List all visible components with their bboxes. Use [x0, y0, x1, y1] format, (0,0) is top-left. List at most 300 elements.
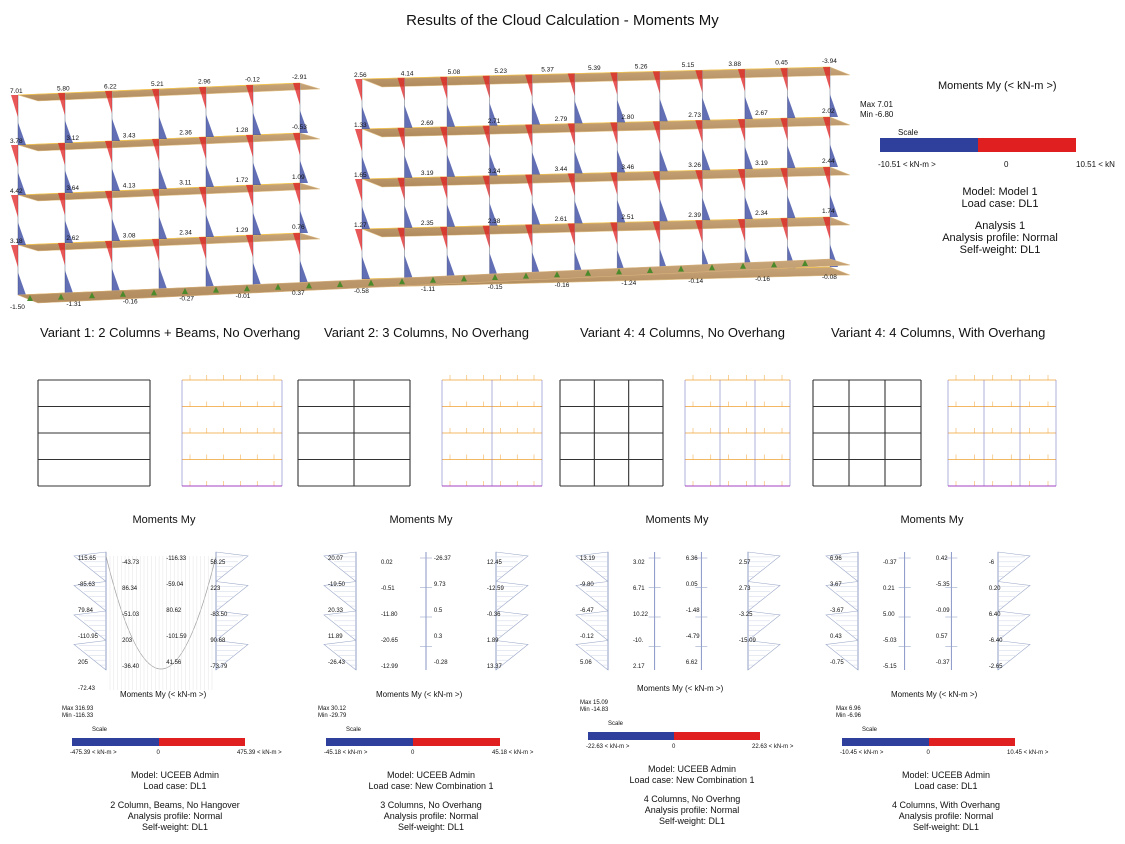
legend-min: Min -6.80 — [860, 110, 894, 119]
variant-2-scale-min: -45.18 < kN-m > — [324, 750, 368, 756]
left-block-value-label: -0.53 — [292, 124, 307, 131]
variant-2-diagram-value-label: 0.5 — [433, 608, 443, 614]
left-block-value-label: 3.11 — [179, 179, 192, 187]
variant-1-diagram-value-label: -59.04 — [166, 582, 184, 588]
variant-2-analysis-profile: Analysis profile: Normal — [383, 811, 479, 821]
right-block-value-label: -0.16 — [755, 276, 770, 283]
variant-4-diagram-value-label: -5.15 — [882, 664, 897, 670]
right-block-value-label: 3.46 — [621, 164, 635, 171]
variant-1-max: Max 316.93 — [62, 706, 94, 712]
left-block-moment-positive — [152, 139, 159, 162]
variant-1-model: Model: UCEEB Admin — [130, 770, 220, 780]
right-block-value-label: 3.24 — [487, 168, 501, 175]
variant-1-diagram-value-label: 90.68 — [210, 638, 226, 644]
right-block-moment-negative — [660, 199, 668, 222]
variant-1-diagram-value-label: 223 — [210, 586, 221, 592]
variant-4-diagram-value-label: 0.42 — [935, 556, 948, 562]
variant-4-unit-caption: Moments My (< kN-m >) — [891, 690, 978, 699]
left-block-moment-negative — [112, 269, 120, 292]
right-block-value-label: 3.26 — [688, 162, 701, 169]
legend-scale-max: 10.51 < kN — [1076, 160, 1115, 169]
left-block-moment-positive — [246, 185, 253, 208]
left-block-moment-positive — [105, 141, 112, 164]
right-block-moment-negative — [745, 147, 753, 170]
right-block-value-label: -0.08 — [822, 274, 837, 281]
right-block-moment-positive — [355, 229, 362, 252]
variant-3-info — [577, 764, 807, 827]
right-block-moment-negative — [405, 255, 413, 278]
left-block-moment-positive — [246, 135, 253, 158]
right-block-moment-negative — [532, 202, 540, 225]
variant-4-diagram-value-label: -6 — [988, 560, 995, 566]
left-block-moment-positive — [152, 189, 159, 212]
left-block-moment-negative — [253, 163, 261, 186]
variant-4-description: 4 Columns, With Overhang — [891, 800, 1001, 810]
right-block-value-label: -0.15 — [487, 284, 503, 291]
left-block-value-label: 3.18 — [10, 238, 23, 245]
variant-2-min: Min -29.79 — [318, 713, 347, 719]
variant-3-model: Model: UCEEB Admin — [647, 764, 737, 774]
variant-2-diagram-value-label: 11.89 — [328, 634, 343, 640]
left-block-value-label: 3.12 — [66, 135, 80, 143]
legend-analysis: Analysis 1 — [974, 220, 1026, 232]
variant-1-load-case: Load case: DL1 — [143, 781, 207, 791]
variant-2-moments-title: Moments My — [389, 514, 453, 526]
variant-3-diagram-value-label: -4.79 — [685, 634, 700, 640]
right-block-value-label: -3.94 — [822, 58, 837, 65]
variant-3-scale-label: Scale — [608, 721, 624, 727]
variant-3-diagram-value-label: 6.36 — [685, 556, 698, 562]
variant-2-diagram-value-label: -12.99 — [380, 664, 398, 670]
left-block-moment-negative — [159, 117, 167, 140]
left-block-moment-negative — [112, 169, 120, 192]
variant-1-title: Variant 1: 2 Columns + Beams, No Overhang — [40, 325, 301, 340]
left-block-moment-positive — [246, 235, 253, 258]
variant-2-diagram-value-label: -11.80 — [380, 612, 398, 618]
variant-3-diagram-value-label: 10.22 — [632, 612, 648, 618]
variant-1-diagram-value-label: -101.59 — [166, 634, 187, 640]
right-block-moment-negative — [405, 105, 413, 128]
variant-1-diagram-value-label: -72.43 — [78, 686, 96, 690]
variant-1-scale-positive — [159, 738, 246, 746]
legend-scale-label: Scale — [898, 128, 919, 137]
left-block-moment-negative — [112, 219, 120, 242]
variant-2-scale-positive — [413, 738, 500, 746]
variant-4-title: Variant 4: 4 Columns, With Overhang — [831, 325, 1046, 340]
right-block-moment-positive — [355, 129, 362, 152]
left-block-moment-negative — [300, 261, 308, 284]
left-block-value-label: 2.62 — [66, 235, 80, 243]
variant-1-description: 2 Column, Beams, No Hangover — [110, 800, 240, 810]
variant-2-diagram-value-label: -0.51 — [380, 586, 395, 592]
variant-4-diagram-value-label: 0.20 — [988, 586, 1001, 592]
right-block-moment-negative — [745, 97, 753, 119]
left-block-value-label: 5.80 — [57, 85, 70, 93]
variant-1-diagram-value-label: -36.40 — [122, 664, 140, 670]
variant-3-analysis-profile: Analysis profile: Normal — [644, 805, 740, 815]
variant-3-diagram-value-label: 5.06 — [580, 660, 592, 666]
variant-1-unit-caption: Moments My (< kN-m >) — [120, 690, 207, 699]
right-block-moment-negative — [787, 96, 795, 119]
left-block-moment-negative — [253, 263, 261, 286]
variant-4-scale-positive — [929, 738, 1016, 746]
variant-2-scale-max: 45.18 < kN-m > — [492, 750, 534, 756]
right-block-moment-negative — [447, 104, 455, 127]
left-block-value-label: 1.09 — [292, 174, 305, 181]
variant-4-model: Model: UCEEB Admin — [901, 770, 991, 780]
right-block-moment-negative — [787, 196, 795, 219]
variant-2-diagram-value-label: -19.50 — [328, 582, 346, 588]
variant-2-diagram-value-label: -26.37 — [433, 556, 451, 562]
variant-3-diagram-value-label: -10. — [632, 638, 644, 644]
right-block-moment-negative — [702, 198, 710, 221]
left-block-moment-negative — [159, 267, 167, 290]
variant-4-diagram-value-label: 0.43 — [830, 634, 842, 640]
legend-model-info — [940, 186, 1060, 256]
variant-2-description: 3 Columns, No Overhang — [380, 800, 482, 810]
variant-2-diagram-value-label: 20.33 — [328, 608, 344, 614]
variant-1-diagram-value-label: 203 — [122, 638, 133, 644]
left-block-value-label: -2.91 — [292, 74, 307, 81]
variant-2-diagram-value-label: 9.73 — [433, 582, 446, 588]
variant-2-scale-zero: 0 — [411, 750, 415, 756]
right-block-value-label: 2.51 — [621, 214, 635, 221]
variant-4-diagram-value-label: -0.37 — [882, 560, 897, 566]
variant-2-max: Max 30.12 — [318, 706, 347, 712]
variant-4-diagram-value-label: -3.67 — [830, 608, 844, 614]
left-block-value-label: 6.22 — [104, 83, 117, 91]
left-block-value-label: 4.42 — [10, 188, 23, 195]
variant-3-moments-title: Moments My — [645, 514, 709, 526]
legend-scale-min: -10.51 < kN-m > — [878, 160, 936, 169]
variant-3-scale-min: -22.63 < kN-m > — [586, 744, 630, 750]
left-block-moment-positive — [199, 137, 206, 160]
legend-self-weight: Self-weight: DL1 — [959, 244, 1041, 256]
variant-4-scale-negative — [842, 738, 929, 746]
variant-1-diagram-value-label: -110.95 — [78, 634, 98, 640]
right-block-moment-negative — [745, 197, 753, 220]
left-block-value-label: 4.13 — [122, 182, 136, 190]
variant-3-scale-positive — [674, 732, 760, 740]
left-block-value-label: 2.34 — [179, 229, 192, 237]
variant-2-diagram-value-label: 13.37 — [486, 664, 502, 670]
right-block-value-label: 2.79 — [554, 116, 568, 123]
variant-4-scale-label: Scale — [862, 727, 878, 733]
left-block-moment-positive — [152, 239, 159, 262]
variant-3-load-case: Load case: New Combination 1 — [629, 775, 755, 785]
right-block-value-label: 3.88 — [728, 60, 742, 68]
right-block-value-label: 2.69 — [420, 120, 434, 127]
legend-model: Model: Model 1 — [962, 186, 1038, 198]
variant-2-title: Variant 2: 3 Columns, No Overhang — [324, 325, 529, 340]
left-block-moment-positive — [199, 87, 206, 110]
variant-4-diagram-value-label: 3.67 — [830, 582, 842, 588]
right-block-value-label: 2.39 — [688, 212, 701, 219]
right-block-value-label: 5.08 — [447, 69, 461, 77]
left-block-moment-negative — [159, 167, 167, 190]
right-block-moment-negative — [660, 149, 668, 172]
left-block-moment-positive — [11, 245, 18, 268]
right-block-value-label: 3.44 — [554, 166, 568, 173]
variant-2-scale-label: Scale — [346, 727, 362, 733]
variant-2-scale-negative — [326, 738, 413, 746]
left-block-value-label: 3.43 — [122, 132, 136, 140]
variant-4-diagram-value-label: -2.65 — [988, 664, 1003, 670]
right-block-value-label: 2.67 — [755, 110, 768, 117]
left-block-value-label: 1.72 — [235, 176, 249, 184]
frame-drawings — [0, 360, 1125, 500]
variant-4-min: Min -6.96 — [836, 713, 862, 719]
variant-4-diagram-value-label: 6.96 — [830, 556, 842, 562]
right-block-value-label: -1.11 — [420, 286, 436, 293]
right-block-value-label: 5.15 — [681, 62, 695, 70]
right-block-value-label: 2.73 — [688, 112, 701, 119]
variant-4-diagram-value-label: -6.40 — [988, 638, 1003, 644]
legend-heading: Moments My (< kN-m >) — [938, 80, 1057, 92]
variant-4-diagram-value-label: 0.57 — [935, 634, 948, 640]
variant-1-info — [60, 770, 290, 833]
variant-2-diagram-value-label: 20.07 — [328, 556, 344, 562]
right-block-moment-negative — [532, 252, 540, 274]
right-block-moment-negative — [702, 98, 710, 121]
right-block-moment-negative — [405, 205, 413, 228]
variant-3-diagram-value-label: -9.80 — [580, 582, 594, 588]
variant-1-scale-max: 475.39 < kN-m > — [237, 750, 282, 756]
variant-1-diagram-value-label: 79.84 — [78, 608, 94, 614]
variant-4-moments-title: Moments My — [900, 514, 964, 526]
variant-4-scale-min: -10.45 < kN-m > — [840, 750, 884, 756]
variant-2-diagram-value-label: -0.36 — [486, 612, 501, 618]
right-block-moment-negative — [532, 152, 540, 175]
variant-3-diagram-value-label: -1.48 — [685, 608, 700, 614]
legend-analysis-profile: Analysis profile: Normal — [942, 232, 1058, 244]
variant-4-load-case: Load case: DL1 — [914, 781, 978, 791]
variant-3-min: Min -14.83 — [580, 707, 609, 713]
variant-2-self-weight: Self-weight: DL1 — [397, 822, 465, 832]
right-block-moment-positive — [355, 179, 362, 202]
left-block-moment-negative — [18, 273, 26, 296]
right-block-value-label: 2.71 — [487, 118, 501, 125]
variant-1-self-weight: Self-weight: DL1 — [141, 822, 209, 832]
right-block-value-label: 1.74 — [822, 208, 835, 215]
right-block-value-label: 5.23 — [494, 67, 508, 75]
right-block-value-label: -1.24 — [621, 280, 637, 287]
left-block-value-label: 3.78 — [10, 138, 23, 145]
variant-2-unit-caption: Moments My (< kN-m >) — [376, 690, 463, 699]
left-block-value-label: 1.29 — [235, 226, 249, 234]
variant-3-diagram-value-label: -6.47 — [580, 608, 594, 614]
right-block-moment-negative — [575, 151, 583, 174]
variant-1-scale-zero: 0 — [156, 750, 160, 756]
variant-3-diagram-value-label: 0.05 — [685, 582, 698, 588]
right-block-moment-negative — [362, 257, 370, 280]
left-block-value-label: 0.76 — [292, 224, 305, 231]
right-block-moment-negative — [405, 155, 413, 178]
right-block-moment-negative — [575, 201, 583, 224]
left-block-moment-negative — [206, 265, 214, 288]
variant-3-diagram-value-label: 2.73 — [738, 586, 751, 592]
legend-load-case: Load case: DL1 — [961, 198, 1039, 210]
right-block-value-label: 5.39 — [588, 65, 601, 72]
left-block-moment-negative — [253, 113, 261, 136]
variant-3-scale-zero: 0 — [672, 744, 676, 750]
right-block-value-label: 1.33 — [354, 122, 367, 129]
left-block-value-label: 5.21 — [151, 81, 164, 88]
legend-scale-zero: 0 — [1004, 160, 1009, 169]
right-block-value-label: 2.44 — [822, 158, 835, 165]
left-block-value-label: -0.16 — [122, 298, 138, 306]
left-block-moment-negative — [206, 165, 214, 188]
variant-4-diagram-value-label: -0.09 — [935, 608, 950, 614]
variant-4-diagram-value-label: -5.35 — [935, 582, 950, 588]
variant-2-model: Model: UCEEB Admin — [386, 770, 476, 780]
right-block-value-label: 2.35 — [420, 220, 434, 227]
right-block-moment-negative — [447, 154, 455, 177]
right-block-value-label: 2.34 — [755, 210, 768, 217]
variant-4-diagram-value-label: 0.21 — [882, 586, 895, 592]
variant-3-diagram-value-label: -0.12 — [580, 634, 594, 640]
variant-1-scale-label: Scale — [92, 727, 108, 733]
left-block-value-label: 2.96 — [198, 78, 211, 86]
left-block-moment-negative — [206, 115, 214, 138]
right-block-moment-negative — [787, 146, 795, 169]
variant-4-diagram-value-label: 6.40 — [988, 612, 1001, 618]
right-block-value-label: 3.19 — [420, 170, 434, 177]
variant-1-diagram-value-label: -116.33 — [166, 556, 187, 562]
page-title: Results of the Cloud Calculation - Moments My — [406, 12, 719, 29]
variant-3-diagram-value-label: -3.25 — [738, 612, 753, 618]
legend-max: Max 7.01 — [860, 100, 893, 109]
model-3d-view[interactable] — [10, 45, 855, 310]
right-block-moment-negative — [660, 99, 668, 122]
right-block-value-label: 2.61 — [554, 216, 568, 223]
left-block-moment-negative — [159, 217, 167, 240]
variant-4-diagram-value-label: -0.37 — [935, 660, 950, 666]
right-block-moment-negative — [532, 102, 540, 124]
right-block-value-label: 2.38 — [487, 218, 501, 225]
variant-1-diagram-value-label: -73.79 — [210, 664, 228, 670]
variant-2-info — [316, 770, 546, 833]
variant-4-diagram-value-label: -5.03 — [882, 638, 897, 644]
left-block-moment-positive — [105, 191, 112, 214]
left-block-moment-positive — [11, 95, 18, 118]
right-block-moment-negative — [575, 101, 583, 124]
legend-scale-negative — [880, 138, 978, 152]
variant-4-analysis-profile: Analysis profile: Normal — [898, 811, 994, 821]
variant-3-scale-negative — [588, 732, 674, 740]
left-block-value-label: -1.50 — [10, 304, 25, 310]
variant-3-diagram-value-label: 13.19 — [580, 556, 596, 562]
variant-3-diagram-value-label: 6.62 — [685, 660, 698, 666]
right-block-moment-negative — [702, 148, 710, 171]
variant-3-unit-caption: Moments My (< kN-m >) — [637, 684, 724, 693]
variant-4-scale-max: 10.45 < kN-m > — [1007, 750, 1049, 756]
variant-1-analysis-profile: Analysis profile: Normal — [127, 811, 223, 821]
variant-3-title: Variant 4: 4 Columns, No Overhang — [580, 325, 785, 340]
variant-3-diagram-value-label: 3.02 — [632, 560, 645, 566]
right-block-moment-negative — [447, 254, 455, 277]
variant-4-diagram-value-label: 5.00 — [882, 612, 895, 618]
variant-3-max: Max 15.09 — [580, 700, 609, 706]
variant-1-diagram-value-label: 41.56 — [166, 660, 182, 666]
right-block-value-label: 5.26 — [634, 63, 648, 71]
left-block-value-label: -1.31 — [66, 301, 82, 309]
variant-4-scale-zero: 0 — [926, 750, 930, 756]
variant-3-diagram-value-label: 2.57 — [738, 560, 751, 566]
variant-3-scale-max: 22.63 < kN-m > — [752, 744, 794, 750]
variant-3-diagram-value-label: -15.09 — [738, 638, 756, 644]
variant-3-description: 4 Columns, No Overhng — [643, 794, 741, 804]
variant-4-diagram-value-label: -0.75 — [830, 660, 844, 666]
variant-2-diagram-value-label: 1.89 — [486, 638, 499, 644]
variant-4-self-weight: Self-weight: DL1 — [912, 822, 980, 832]
left-block-moment-positive — [152, 89, 159, 112]
variant-1-diagram-value-label: 80.62 — [166, 608, 182, 614]
left-block-moment-positive — [105, 91, 112, 114]
variant-3-self-weight: Self-weight: DL1 — [658, 816, 726, 826]
right-block-value-label: 2.02 — [822, 108, 835, 115]
right-block-moment-positive — [355, 79, 362, 102]
left-block-moment-positive — [11, 145, 18, 168]
variant-2-diagram-value-label: -20.65 — [380, 638, 398, 644]
variant-2-diagram-value-label: 12.45 — [486, 560, 502, 566]
variant-2-load-case: Load case: New Combination 1 — [368, 781, 494, 791]
right-block-value-label: 2.80 — [621, 114, 635, 121]
variant-1-diagram-value-label: -83.50 — [210, 612, 228, 618]
moment-diagrams — [0, 540, 1125, 690]
right-block-value-label: 3.19 — [755, 160, 768, 167]
left-block-moment-negative — [65, 271, 73, 294]
variant-1-diagram-value-label: -51.03 — [122, 612, 140, 618]
legend-scale-positive — [978, 138, 1076, 152]
left-block-moment-positive — [246, 85, 253, 108]
left-block-value-label: 3.64 — [66, 185, 80, 193]
left-block-value-label: -0.12 — [245, 76, 260, 84]
variant-1-scale-negative — [72, 738, 159, 746]
left-block-value-label: 1.28 — [235, 126, 249, 134]
variant-4-info — [831, 770, 1061, 833]
right-block-moment-negative — [447, 204, 455, 227]
left-block-moment-negative — [206, 215, 214, 238]
variant-1-diagram-value-label: 58.25 — [210, 560, 226, 566]
left-block-moment-negative — [253, 213, 261, 236]
left-block-moment-positive — [105, 241, 112, 264]
left-block-value-label: 0.37 — [292, 290, 305, 297]
left-block-value-label: 2.36 — [179, 129, 192, 137]
variant-3-diagram-value-label: 6.71 — [632, 586, 645, 592]
right-block-value-label: -0.14 — [688, 278, 704, 285]
variant-3-diagram-value-label: 2.17 — [632, 664, 645, 670]
variant-2-diagram-value-label: -12.59 — [486, 586, 504, 592]
variant-2-diagram-value-label: -26.43 — [328, 660, 346, 666]
left-block-value-label: 3.08 — [122, 232, 136, 240]
left-block-value-label: 7.01 — [10, 88, 23, 95]
variant-1-min: Min -116.33 — [62, 713, 94, 719]
right-block-value-label: 4.14 — [400, 70, 414, 78]
right-block-value-label: 2.56 — [354, 72, 367, 79]
left-block-value-label: -0.01 — [235, 292, 251, 300]
variant-4-max: Max 6.96 — [836, 706, 861, 712]
variant-1-scale-min: -475.39 < kN-m > — [70, 750, 117, 756]
left-block-moment-positive — [199, 187, 206, 210]
right-block-value-label: 1.27 — [354, 222, 367, 229]
right-block-value-label: 0.45 — [775, 59, 788, 67]
right-block-value-label: 1.65 — [354, 172, 367, 179]
right-block-value-label: -0.58 — [354, 288, 369, 295]
variant-1-diagram-value-label: 205 — [78, 660, 89, 666]
variant-2-diagram-value-label: 0.02 — [380, 560, 393, 566]
right-block-moment-negative — [490, 253, 498, 276]
